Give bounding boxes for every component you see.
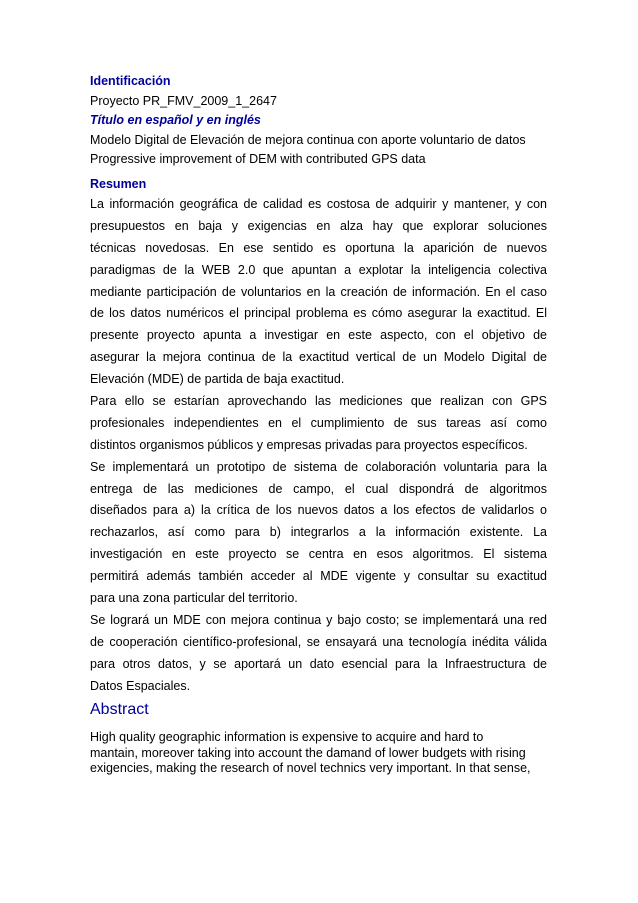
- resumen-line: Se logrará un MDE con mejora continua y bajo costo; se implementará una red: [90, 612, 547, 627]
- resumen-line: Se implementará un prototipo de sistema de colaboración voluntaria para la: [90, 459, 547, 474]
- abstract-line: mantain, moreover taking into account the damand of lower budgets with rising: [90, 745, 526, 760]
- title-english: Progressive improvement of DEM with contributed GPS data: [90, 152, 426, 166]
- resumen-line: Elevación (MDE) de partida de baja exactitud.: [90, 372, 345, 387]
- resumen-line: entrega de las mediciones de campo, el cual dispondrá de algoritmos: [90, 481, 547, 496]
- resumen-line: de cooperación científico-profesional, se ensayará una tecnología inédita válida: [90, 634, 547, 649]
- resumen-line: de los datos numéricos el principal problema es cómo asegurar la exactitud. El: [90, 306, 547, 321]
- resumen-line: diseñados para a) la crítica de los nuevos datos a los efectos de validarlos o: [90, 503, 547, 518]
- resumen-line: Para ello se estarían aprovechando las mediciones que realizan con GPS: [90, 394, 547, 409]
- project-code: Proyecto PR_FMV_2009_1_2647: [90, 93, 277, 108]
- document-page: [90, 72, 547, 777]
- resumen-line: Datos Espaciales.: [90, 678, 191, 693]
- resumen-heading: Resumen: [90, 176, 147, 191]
- identificacion-heading: Identificación: [90, 74, 171, 88]
- resumen-line: técnicas novedosas. En ese sentido es oportuna la aparición de nuevos: [90, 240, 547, 255]
- resumen-line: rechazarlos, así como para b) integrarlos a la información existente. La: [90, 525, 547, 540]
- resumen-body: [90, 194, 547, 697]
- abstract-line: exigencies, making the research of novel technics very important. In that sense,: [90, 761, 531, 776]
- abstract-line: High quality geographic information is expensive to acquire and hard to: [90, 730, 484, 745]
- resumen-line: profesionales independientes en el cumplimiento de sus tareas así como: [90, 415, 547, 430]
- resumen-line: distintos organismos públicos y empresas privadas para proyectos específicos.: [90, 437, 528, 452]
- resumen-line: para otros datos, y se aportará un dato esencial para la Infraestructura de: [90, 656, 547, 671]
- resumen-line: La información geográfica de calidad es costosa de adquirir y mantener, y con: [90, 197, 547, 211]
- titulo-heading: Título en español y en inglés: [90, 113, 261, 127]
- resumen-line: permitirá además también acceder al MDE vigente y consultar su exactitud: [90, 569, 547, 584]
- resumen-line: investigación en este proyecto se centra en esos algoritmos. El sistema: [90, 547, 547, 562]
- title-spanish: Modelo Digital de Elevación de mejora continua con aporte voluntario de datos: [90, 132, 526, 147]
- resumen-line: mediante participación de voluntarios en la creación de información. En el caso: [90, 284, 547, 299]
- resumen-line: presupuestos en baja y exigencias en alza hay que explorar soluciones: [90, 218, 547, 233]
- resumen-line: asegurar la mejora continua de la exactitud vertical de un Modelo Digital de: [90, 350, 547, 365]
- spacer: [90, 723, 547, 730]
- resumen-line: paradigmas de la WEB 2.0 que apuntan a explotar la inteligencia colectiva: [90, 262, 547, 277]
- abstract-heading: Abstract: [90, 701, 149, 719]
- resumen-line: para una zona particular del territorio.: [90, 591, 298, 606]
- resumen-line: presente proyecto apunta a investigar en este aspecto, con el objetivo de: [90, 328, 547, 343]
